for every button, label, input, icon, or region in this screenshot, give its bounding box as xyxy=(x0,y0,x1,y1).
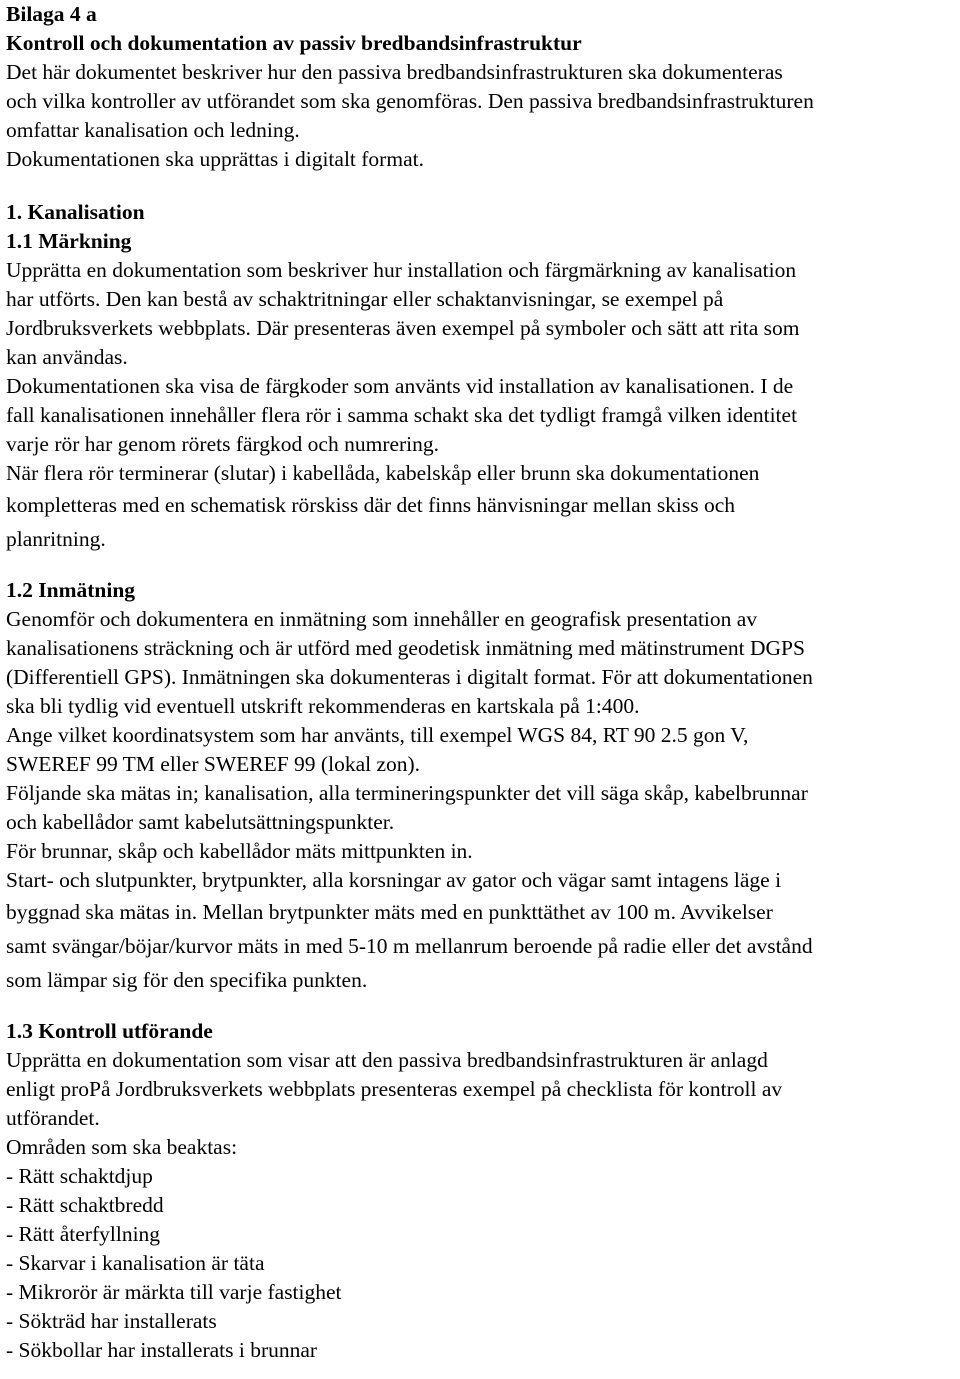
section-heading-kontroll: 1.3 Kontroll utförande xyxy=(6,1019,213,1043)
paragraph-line: kanalisationens sträckning och är utförd med geodetisk inmätning med mätinstrument DGPS xyxy=(6,636,805,660)
paragraph-line: Områden som ska beaktas: xyxy=(6,1135,238,1159)
spacer xyxy=(6,556,956,576)
list-item: - Mikrorör är märkta till varje fastighet xyxy=(6,1280,342,1304)
paragraph-line: Genomför och dokumentera en inmätning som innehåller en geografisk presentation av xyxy=(6,607,758,631)
list-item: - Rätt schaktdjup xyxy=(6,1164,153,1188)
intro-line: och vilka kontroller av utförandet som ska genomföras. Den passiva bredbandsinfrastrukturen xyxy=(6,89,814,113)
intro-line: omfattar kanalisation och ledning. xyxy=(6,118,300,142)
paragraph-line: (Differentiell GPS). Inmätningen ska dokumenteras i digitalt format. För att dokumentationen xyxy=(6,665,813,689)
paragraph-line: kan användas. xyxy=(6,345,128,369)
paragraph-line: varje rör har genom rörets färgkod och numrering. xyxy=(6,432,440,456)
list-item: - Skarvar i kanalisation är täta xyxy=(6,1251,265,1275)
paragraph-line: Följande ska mätas in; kanalisation, alla termineringspunkter det vill säga skåp, kabelbrunnar xyxy=(6,781,808,805)
appendix-label: Bilaga 4 a xyxy=(6,2,97,26)
paragraph-line: ska bli tydlig vid eventuell utskrift rekommenderas en kartskala på 1:400. xyxy=(6,694,640,718)
list-item: - Sökträd har installerats xyxy=(6,1309,217,1333)
document-title: Kontroll och dokumentation av passiv bredbandsinfrastruktur xyxy=(6,31,582,55)
paragraph-line: fall kanalisationen innehåller flera rör i samma schakt ska det tydligt framgå vilken identitet xyxy=(6,403,798,427)
section-heading-kanalisation: 1. Kanalisation xyxy=(6,200,145,224)
list-item: - Sökbollar har installerats i brunnar xyxy=(6,1338,318,1362)
paragraph-line: SWEREF 99 TM eller SWEREF 99 (lokal zon). xyxy=(6,752,421,776)
paragraph-line: För brunnar, skåp och kabellådor mäts mittpunkten in. xyxy=(6,839,473,863)
paragraph-line: Upprätta en dokumentation som beskriver hur installation och färgmärkning av kanalisation xyxy=(6,258,797,282)
section-heading-markning: 1.1 Märkning xyxy=(6,229,132,253)
paragraph-line: enligt proPå Jordbruksverkets webbplats presenteras exempel på checklista för kontroll av xyxy=(6,1077,783,1101)
paragraph-line: utförandet. xyxy=(6,1106,100,1130)
list-item: - Rätt återfyllning xyxy=(6,1222,161,1246)
paragraph-line: och kabellådor samt kabelutsättningspunkter. xyxy=(6,810,395,834)
paragraph-line: har utförts. Den kan bestå av schaktritningar eller schaktanvisningar, se exempel på xyxy=(6,287,724,311)
section-heading-inmatning: 1.2 Inmätning xyxy=(6,578,136,602)
spacer xyxy=(6,174,956,198)
paragraph-line: planritning. xyxy=(6,527,106,551)
paragraph-line: Ange vilket koordinatsystem som har använts, till exempel WGS 84, RT 90 2.5 gon V, xyxy=(6,723,749,747)
intro-line: Dokumentationen ska upprättas i digitalt format. xyxy=(6,147,424,171)
paragraph-line: När flera rör terminerar (slutar) i kabellåda, kabelskåp eller brunn ska dokumentationen xyxy=(6,461,760,485)
paragraph-line: Dokumentationen ska visa de färgkoder som använts vid installation av kanalisationen. I de xyxy=(6,374,794,398)
list-item: - Rätt schaktbredd xyxy=(6,1193,164,1217)
paragraph-line: byggnad ska mätas in. Mellan brytpunkter mäts med en punkttäthet av 100 m. Avvikelser xyxy=(6,900,773,924)
document-page xyxy=(6,0,956,1365)
paragraph-line: kompletteras med en schematisk rörskiss där det finns hänvisningar mellan skiss och xyxy=(6,493,736,517)
intro-line: Det här dokumentet beskriver hur den passiva bredbandsinfrastrukturen ska dokumenteras xyxy=(6,60,783,84)
paragraph-line: Start- och slutpunkter, brytpunkter, alla korsningar av gator och vägar samt intagens läge i xyxy=(6,868,782,892)
paragraph-line: Jordbruksverkets webbplats. Där presenteras även exempel på symboler och sätt att rita som xyxy=(6,316,800,340)
paragraph-line: samt svängar/böjar/kurvor mäts in med 5-10 m mellanrum beroende på radie eller det avstånd xyxy=(6,934,813,958)
paragraph-line: som lämpar sig för den specifika punkten. xyxy=(6,968,368,992)
spacer xyxy=(6,997,956,1017)
paragraph-line: Upprätta en dokumentation som visar att den passiva bredbandsinfrastrukturen är anlagd xyxy=(6,1048,768,1072)
